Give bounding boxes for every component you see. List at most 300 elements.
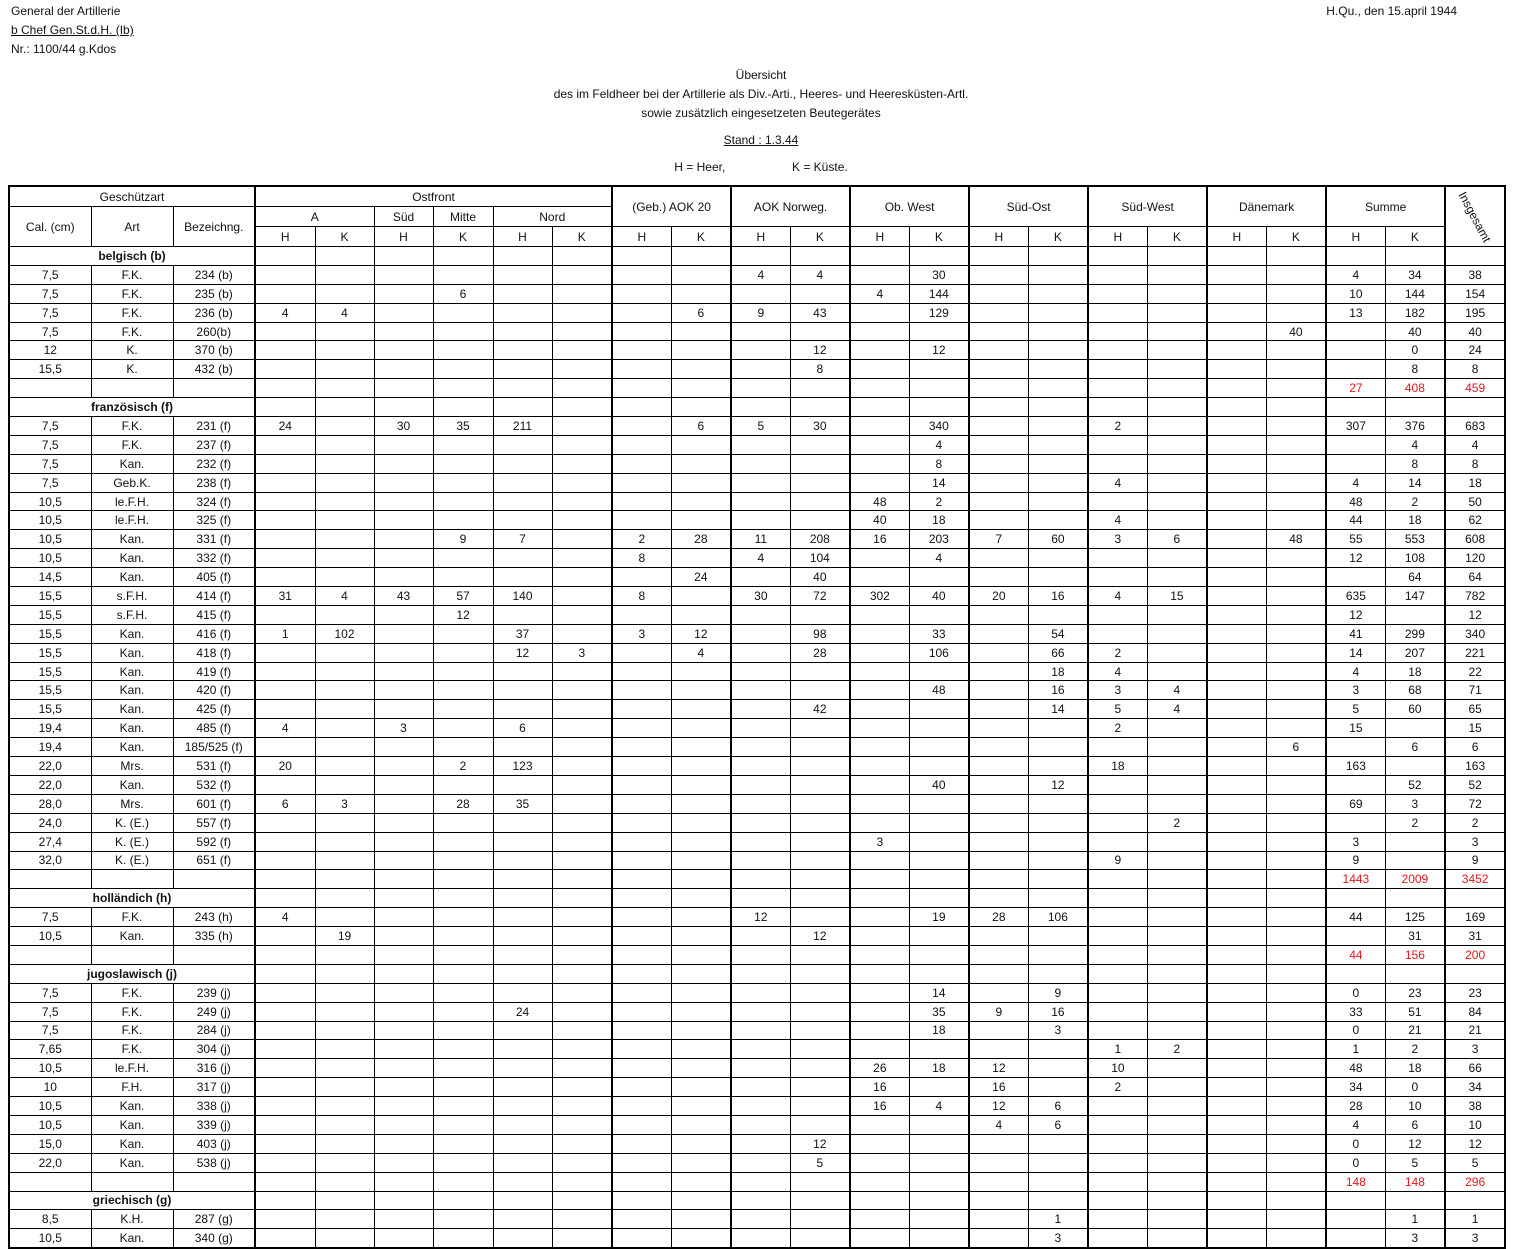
table-cell: 243 (h) [173, 908, 255, 927]
table-cell: 11 [731, 530, 790, 549]
table-cell: 0 [1326, 1021, 1385, 1040]
table-cell [493, 379, 552, 398]
table-cell [1266, 870, 1326, 889]
table-cell [493, 341, 552, 360]
table-cell [1147, 492, 1207, 511]
table-cell: F.K. [91, 1040, 173, 1059]
table-cell [731, 398, 790, 417]
table-cell: 24 [493, 1002, 552, 1021]
table-cell: 4 [1326, 1115, 1385, 1134]
table-cell [1266, 549, 1326, 568]
table-cell [612, 870, 671, 889]
table-row [9, 473, 1505, 492]
table-cell [433, 700, 493, 719]
table-cell [552, 945, 612, 964]
table-cell [1385, 605, 1445, 624]
table-cell: 3 [612, 624, 671, 643]
table-cell [909, 1115, 969, 1134]
table-cell [374, 265, 433, 284]
table-cell: 55 [1326, 530, 1385, 549]
table-cell [731, 681, 790, 700]
table-cell: 66 [1028, 643, 1088, 662]
table-cell [1445, 398, 1505, 417]
table-cell [1266, 511, 1326, 530]
table-cell [255, 832, 315, 851]
table-cell: Kan. [91, 927, 173, 946]
table-cell [173, 870, 255, 889]
table-cell [1147, 322, 1207, 341]
table-row [9, 927, 1505, 946]
table-cell [433, 1059, 493, 1078]
table-row [9, 851, 1505, 870]
table-cell: 9 [1088, 851, 1147, 870]
table-cell: 553 [1385, 530, 1445, 549]
table-cell: 10,5 [9, 927, 91, 946]
table-cell: 19,4 [9, 719, 91, 738]
table-cell [612, 473, 671, 492]
table-cell: 4 [1088, 473, 1147, 492]
table-cell [1207, 643, 1266, 662]
total-cell: 200 [1445, 945, 1505, 964]
table-cell [850, 1153, 909, 1172]
table-cell: 52 [1445, 775, 1505, 794]
table-cell [790, 1229, 850, 1248]
table-cell [552, 775, 612, 794]
table-cell: 66 [1445, 1059, 1505, 1078]
table-cell: F.K. [91, 1002, 173, 1021]
table-cell [731, 851, 790, 870]
table-cell [1088, 964, 1147, 983]
table-cell: 236 (b) [173, 303, 255, 322]
table-cell [850, 303, 909, 322]
table-cell [731, 360, 790, 379]
table-cell: 4 [909, 549, 969, 568]
table-row [9, 775, 1505, 794]
table-cell: 7 [493, 530, 552, 549]
table-cell [1147, 1210, 1207, 1229]
table-cell [1028, 870, 1088, 889]
table-cell [1028, 549, 1088, 568]
group-header-row [9, 889, 1505, 908]
table-cell [1207, 265, 1266, 284]
table-cell [1207, 1002, 1266, 1021]
table-cell [790, 964, 850, 983]
table-cell [1147, 757, 1207, 776]
table-cell [255, 1097, 315, 1116]
header-daenemark: Dänemark [1207, 186, 1326, 227]
table-row [9, 341, 1505, 360]
table-cell: 207 [1385, 643, 1445, 662]
table-cell [969, 435, 1028, 454]
table-cell: 3 [1088, 681, 1147, 700]
table-cell [315, 398, 374, 417]
table-cell: 1 [1445, 1210, 1505, 1229]
table-cell: 7,5 [9, 983, 91, 1002]
table-cell [1028, 247, 1088, 266]
table-cell: 4 [315, 303, 374, 322]
table-cell [1266, 700, 1326, 719]
table-cell [255, 1040, 315, 1059]
table-cell [552, 587, 612, 606]
table-cell [552, 1097, 612, 1116]
table-cell [1147, 511, 1207, 530]
table-cell [612, 1134, 671, 1153]
table-cell [790, 605, 850, 624]
table-cell [671, 1097, 731, 1116]
table-cell [790, 492, 850, 511]
table-cell [909, 1210, 969, 1229]
table-body [9, 247, 1505, 1249]
table-cell [1147, 341, 1207, 360]
table-cell [374, 643, 433, 662]
table-cell [909, 605, 969, 624]
table-cell [315, 322, 374, 341]
table-cell [1147, 1097, 1207, 1116]
table-cell: 7,5 [9, 417, 91, 436]
table-cell: 8 [909, 454, 969, 473]
table-cell [433, 1210, 493, 1229]
table-cell [493, 889, 552, 908]
header-hk-cell: K [909, 227, 969, 247]
table-cell [493, 1229, 552, 1248]
table-cell [612, 1002, 671, 1021]
table-cell [374, 870, 433, 889]
table-cell [91, 379, 173, 398]
table-cell [1385, 247, 1445, 266]
table-cell [1147, 1153, 1207, 1172]
table-cell [433, 662, 493, 681]
table-cell [909, 794, 969, 813]
table-cell [1147, 927, 1207, 946]
table-cell: Kan. [91, 738, 173, 757]
table-cell [909, 1134, 969, 1153]
table-cell [1028, 605, 1088, 624]
table-cell [671, 379, 731, 398]
table-cell: 420 (f) [173, 681, 255, 700]
table-row [9, 1002, 1505, 1021]
table-cell [850, 360, 909, 379]
table-cell: 57 [433, 587, 493, 606]
table-cell: 6 [1028, 1115, 1088, 1134]
table-cell [1326, 1191, 1385, 1210]
table-cell: 163 [1445, 757, 1505, 776]
table-cell [1028, 492, 1088, 511]
table-cell [315, 417, 374, 436]
table-cell [493, 284, 552, 303]
table-cell: 10 [1326, 284, 1385, 303]
table-cell: 7,5 [9, 1002, 91, 1021]
table-cell: 48 [909, 681, 969, 700]
table-row [9, 643, 1505, 662]
table-cell: Mrs. [91, 794, 173, 813]
table-cell [850, 889, 909, 908]
table-cell: 3 [1326, 681, 1385, 700]
table-cell [850, 681, 909, 700]
table-cell [374, 757, 433, 776]
table-cell: 4 [1326, 473, 1385, 492]
table-cell: 195 [1445, 303, 1505, 322]
table-cell [1207, 568, 1266, 587]
table-cell: 18 [1385, 1059, 1445, 1078]
table-cell [671, 587, 731, 606]
table-cell [671, 775, 731, 794]
table-cell [790, 473, 850, 492]
table-row [9, 360, 1505, 379]
table-cell [671, 757, 731, 776]
table-cell: 3 [374, 719, 433, 738]
table-cell [374, 1229, 433, 1248]
table-cell [552, 473, 612, 492]
table-cell: 7,5 [9, 435, 91, 454]
table-cell [909, 832, 969, 851]
table-cell [969, 719, 1028, 738]
table-cell [1088, 794, 1147, 813]
table-cell [731, 1153, 790, 1172]
table-cell [790, 681, 850, 700]
table-cell [612, 662, 671, 681]
table-cell [909, 398, 969, 417]
table-cell [374, 624, 433, 643]
table-cell: 235 (b) [173, 284, 255, 303]
table-cell [1385, 964, 1445, 983]
table-row [9, 794, 1505, 813]
table-cell [909, 700, 969, 719]
table-cell [850, 870, 909, 889]
table-cell: 332 (f) [173, 549, 255, 568]
table-cell [433, 889, 493, 908]
table-cell: 84 [1445, 1002, 1505, 1021]
table-cell [1028, 738, 1088, 757]
letterhead-reference: Nr.: 1100/44 g.Kdos [11, 42, 117, 56]
table-cell [315, 549, 374, 568]
legend [0, 158, 1515, 177]
table-row [9, 738, 1505, 757]
table-row [9, 719, 1505, 738]
table-row [9, 1229, 1505, 1248]
table-cell [1088, 945, 1147, 964]
table-cell [969, 624, 1028, 643]
table-cell [552, 927, 612, 946]
table-cell [1147, 398, 1207, 417]
table-cell [255, 1002, 315, 1021]
table-cell: 33 [1326, 1002, 1385, 1021]
table-row [9, 1097, 1505, 1116]
table-cell: 147 [1385, 587, 1445, 606]
table-row [9, 530, 1505, 549]
table-cell [612, 492, 671, 511]
group-name: französisch (f) [9, 398, 255, 417]
table-cell [790, 398, 850, 417]
table-cell [731, 568, 790, 587]
table-cell: 16 [1028, 681, 1088, 700]
table-cell [1326, 889, 1385, 908]
table-cell [731, 435, 790, 454]
table-cell: 12 [1445, 605, 1505, 624]
table-cell: 485 (f) [173, 719, 255, 738]
table-cell [255, 681, 315, 700]
table-cell: 10,5 [9, 1097, 91, 1116]
table-cell: 7,65 [9, 1040, 91, 1059]
group-header-row [9, 398, 1505, 417]
table-cell [612, 964, 671, 983]
table-cell [1207, 813, 1266, 832]
table-cell [1385, 719, 1445, 738]
table-cell [1207, 719, 1266, 738]
table-cell [493, 1059, 552, 1078]
table-cell [1207, 417, 1266, 436]
table-cell [1028, 719, 1088, 738]
table-cell [9, 870, 91, 889]
table-cell: 4 [850, 284, 909, 303]
table-cell [790, 945, 850, 964]
table-cell [1088, 908, 1147, 927]
table-cell [255, 1191, 315, 1210]
table-cell [374, 1115, 433, 1134]
table-cell [1207, 945, 1266, 964]
table-cell [1088, 870, 1147, 889]
table-cell [1266, 454, 1326, 473]
table-cell: 4 [1088, 662, 1147, 681]
table-cell: 683 [1445, 417, 1505, 436]
table-cell: 4 [909, 1097, 969, 1116]
table-cell [1385, 832, 1445, 851]
table-cell: 3 [1385, 1229, 1445, 1248]
table-cell: 68 [1385, 681, 1445, 700]
table-cell [969, 568, 1028, 587]
table-cell [552, 568, 612, 587]
table-cell [1207, 681, 1266, 700]
table-cell: F.K. [91, 322, 173, 341]
table-cell: 7,5 [9, 284, 91, 303]
table-cell [374, 568, 433, 587]
header-summe: Summe [1326, 186, 1445, 227]
table-cell [850, 700, 909, 719]
table-cell [850, 1210, 909, 1229]
table-cell: Kan. [91, 681, 173, 700]
table-cell [1207, 1059, 1266, 1078]
table-cell [255, 1134, 315, 1153]
table-cell [433, 1002, 493, 1021]
table-cell [1326, 964, 1385, 983]
table-cell [969, 605, 1028, 624]
group-name: holländich (h) [9, 889, 255, 908]
table-cell [1088, 398, 1147, 417]
table-cell [731, 1191, 790, 1210]
table-cell [969, 492, 1028, 511]
table-cell: 34 [1445, 1078, 1505, 1097]
table-cell [612, 247, 671, 266]
table-cell: 2 [1385, 1040, 1445, 1059]
table-cell [433, 927, 493, 946]
table-row [9, 605, 1505, 624]
table-cell [1266, 908, 1326, 927]
table-cell [1326, 398, 1385, 417]
table-row [9, 549, 1505, 568]
table-cell: 20 [969, 587, 1028, 606]
table-cell [255, 983, 315, 1002]
table-cell: 44 [1326, 908, 1385, 927]
table-cell [969, 662, 1028, 681]
table-cell: 14 [909, 473, 969, 492]
table-cell [1207, 1097, 1266, 1116]
table-cell: 260(b) [173, 322, 255, 341]
header-a: A [255, 207, 374, 227]
table-cell [315, 889, 374, 908]
table-cell [493, 1191, 552, 1210]
table-cell: 40 [1445, 322, 1505, 341]
table-cell [255, 738, 315, 757]
table-cell [315, 757, 374, 776]
table-cell: 6 [493, 719, 552, 738]
table-cell: Kan. [91, 719, 173, 738]
table-cell [969, 775, 1028, 794]
table-cell [1266, 624, 1326, 643]
table-cell: 12 [433, 605, 493, 624]
table-cell: 18 [909, 1021, 969, 1040]
table-row [9, 322, 1505, 341]
table-cell [1207, 587, 1266, 606]
table-cell [1266, 398, 1326, 417]
table-cell [1266, 681, 1326, 700]
table-cell [1028, 1153, 1088, 1172]
table-cell [612, 851, 671, 870]
table-cell [1147, 454, 1207, 473]
table-cell: 12 [790, 1134, 850, 1153]
header-hk-cell: H [1088, 227, 1147, 247]
table-cell [612, 1097, 671, 1116]
table-cell [315, 1097, 374, 1116]
table-cell [1147, 889, 1207, 908]
table-cell [1147, 945, 1207, 964]
table-cell: 2 [1088, 719, 1147, 738]
table-cell [433, 1229, 493, 1248]
table-cell: 10,5 [9, 1115, 91, 1134]
table-cell [1088, 983, 1147, 1002]
table-cell [315, 473, 374, 492]
table-cell: 16 [1028, 587, 1088, 606]
table-cell [969, 643, 1028, 662]
table-cell: 44 [1326, 511, 1385, 530]
table-cell: Kan. [91, 775, 173, 794]
table-cell: 7,5 [9, 265, 91, 284]
table-cell: 22,0 [9, 1153, 91, 1172]
table-cell: 18 [1088, 757, 1147, 776]
table-cell [552, 341, 612, 360]
table-cell [850, 398, 909, 417]
table-cell [374, 1078, 433, 1097]
table-cell [255, 1172, 315, 1191]
table-cell [1028, 945, 1088, 964]
table-cell: 557 (f) [173, 813, 255, 832]
table-cell [315, 511, 374, 530]
table-cell [1147, 1115, 1207, 1134]
table-cell [1147, 964, 1207, 983]
table-cell [315, 1172, 374, 1191]
table-cell [374, 945, 433, 964]
table-cell: 4 [909, 435, 969, 454]
table-cell [1147, 1078, 1207, 1097]
table-cell [493, 851, 552, 870]
table-cell [1207, 700, 1266, 719]
table-cell: 15,5 [9, 605, 91, 624]
table-cell: 182 [1385, 303, 1445, 322]
table-cell [790, 870, 850, 889]
table-cell [671, 1210, 731, 1229]
total-cell: 3452 [1445, 870, 1505, 889]
table-cell: 4 [731, 265, 790, 284]
table-cell [1028, 473, 1088, 492]
table-cell [1385, 398, 1445, 417]
